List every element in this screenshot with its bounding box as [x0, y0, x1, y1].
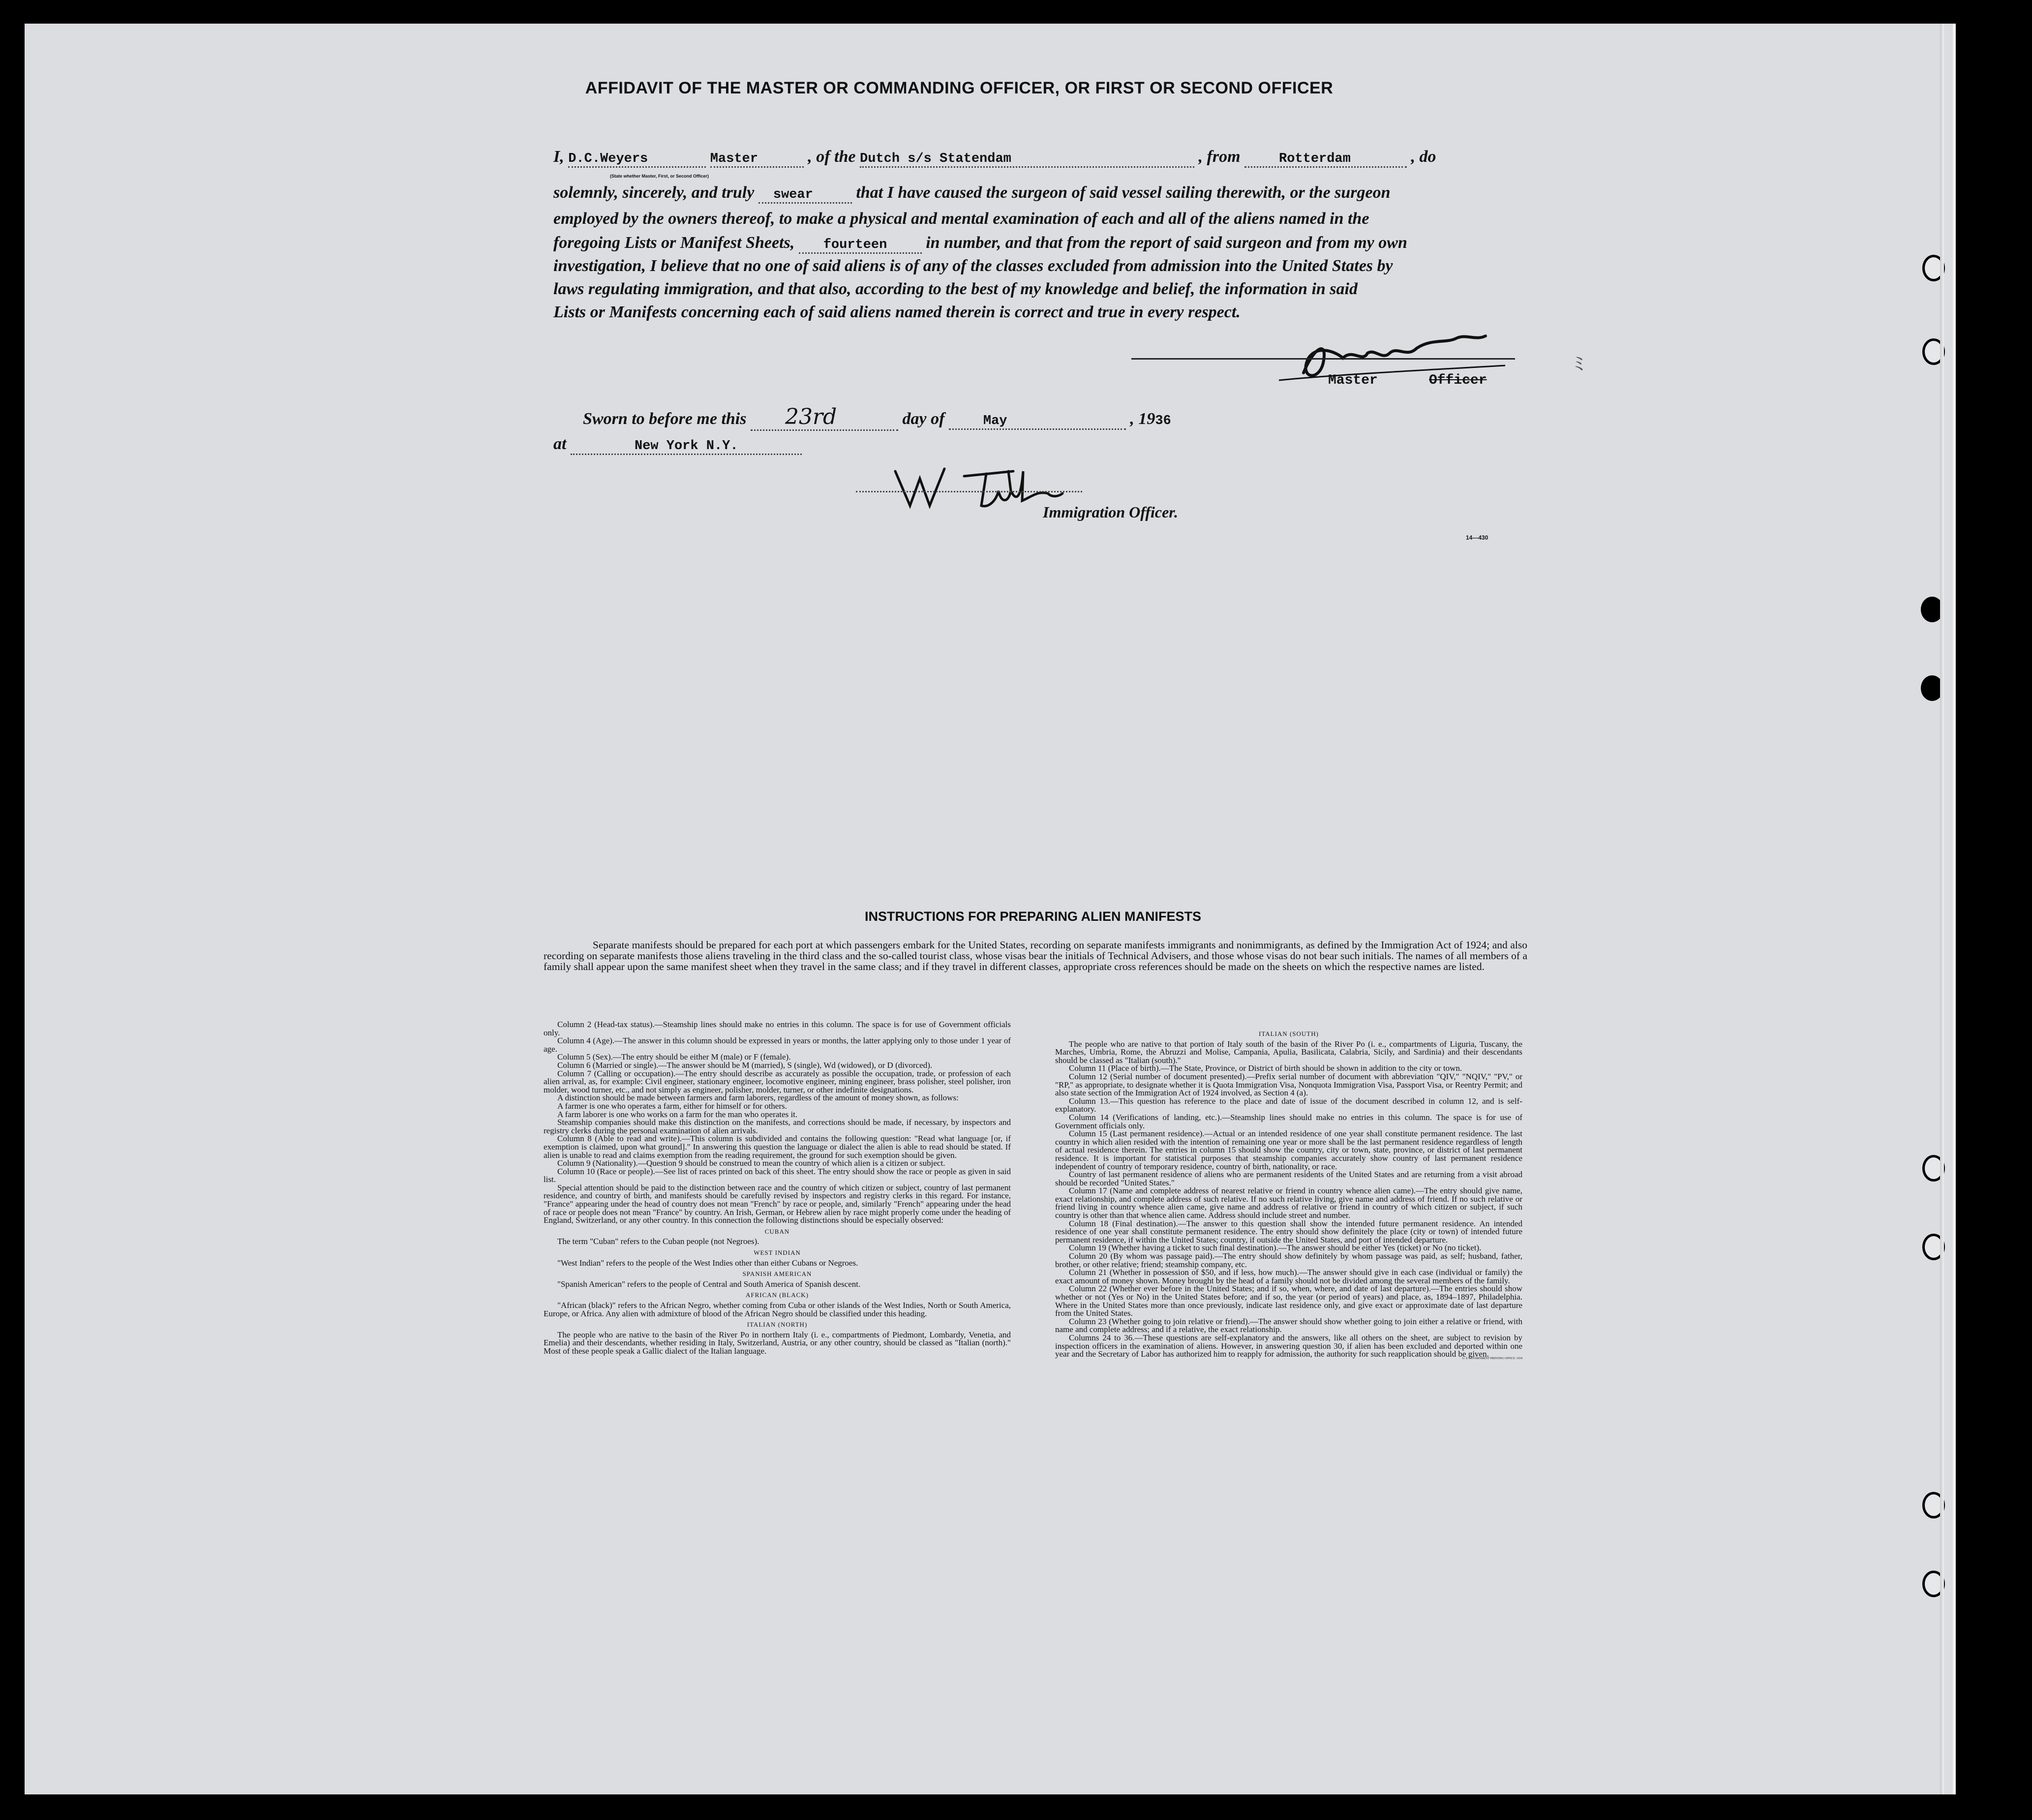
- paragraph: Column 15 (Last permanent residence).—Actual or an intended residence of one year shall constitute permanent residence. The last country in which alien resided with the intention of remaining one year or more shall be the last permanent residence regardless of length of actual residence therein. The entries in column 15 should show the country, city or town, state, province, or district of last permanent residence. It is important for statistical purposes that steamship companies accurately show country of last permanent residence independent of country of temporary residence, country of birth, nationality, or race.: [1055, 1129, 1522, 1171]
- margin-mark: ﾐ: [1574, 353, 1584, 375]
- paragraph: Column 13.—This question has reference to the place and date of issue of the document described in column 12, and is self-explanatory.: [1055, 1096, 1522, 1114]
- instructions-title: INSTRUCTIONS FOR PREPARING ALIEN MANIFESTS: [864, 909, 1202, 924]
- paragraph: A farm laborer is one who works on a farm for the man who operates it.: [557, 1109, 798, 1119]
- form-number: 14—430: [1466, 534, 1488, 541]
- instructions-right-column: [1055, 1027, 1522, 1363]
- sworn-place: New York N.Y.: [634, 439, 738, 454]
- paragraph: Column 20 (By whom was passage paid).—The entry should show definitely by whom passage was paid, as self; husband, father, brother, or other relative; friend; steamship company, etc.: [1055, 1251, 1522, 1269]
- affidavit-title: AFFIDAVIT OF THE MASTER OR COMMANDING OFFICER, OR FIRST OR SECOND OFFICER: [585, 79, 1334, 97]
- paragraph: Column 23 (Whether going to join relative or friend).—The answer should show whether going to join either a relative or friend, with name and complete address; and if a relative, the exact relationship.: [1055, 1316, 1522, 1335]
- instructions-intro: Separate manifests should be prepared for each port at which passengers embark for the United States, recording on separate manifests immigrants and nonimmigrants, as defined by the Immigration Act of 1924; and also recording on separate manifests those aliens traveling in the third class and the so-called tourist class, whose visas bear the initials of Technical Advisers, and those whose visas do not bear such initials. The names of all members of a family shall appear upon the same manifest sheet when they travel in the same class; and if they travel in different classes, appropriate cross references should be made on the sheets on which the respective names are listed.: [544, 939, 1527, 972]
- binder-hole: [1922, 1155, 1945, 1182]
- paragraph: The people who are native to the basin of the River Po in northern Italy (i. e., compartments of Piedmont, Lombardy, Venetia, and Emelia) and their descendants, whether residing in Italy, Switzerland, Austria, or any other country, should be classed as "Italian (north)." Most of these people speak a Gallic dialect of the Italian language.: [544, 1330, 1011, 1356]
- paragraph: Column 8 (Able to read and write).—This column is subdivided and contains the following question: "Read what language [or, if exemption is claimed, upon what ground]." In answering this question the language or dialect the alien is able to read should be stated. If alien is unable to read and claims exemption from the reading requirement, the ground for such exemption should be given.: [544, 1134, 1011, 1160]
- manifest-sheet: [25, 24, 1956, 1794]
- officer-signature-line: [856, 491, 1082, 492]
- binder-hole: [1922, 1571, 1945, 1597]
- paragraph: The term "Cuban" refers to the Cuban people (not Negroes).: [557, 1237, 759, 1246]
- paragraph: "Spanish American" refers to the people of Central and South America of Spanish descent.: [557, 1279, 861, 1289]
- affidavit-line-7: Lists or Manifests concerning each of said aliens named therein is correct and true in every respect.: [553, 303, 1241, 321]
- departure-port: Rotterdam: [1279, 152, 1351, 166]
- affidavit-line-6: laws regulating immigration, and that also, according to the best of my knowledge and belief, the information in said: [553, 280, 1358, 298]
- sworn-month: May: [983, 414, 1007, 428]
- paragraph: "West Indian" refers to the people of the West Indies other than either Cubans or Negroes.: [557, 1258, 858, 1268]
- affidavit-line-2: solemnly, sincerely, and truly swear that I have caused the surgeon of said vessel sailing therewith, or the surgeon: [553, 183, 1391, 204]
- paragraph: Column 7 (Calling or occupation).—The entry should describe as accurately as possible the occupation, trade, or profession of each alien arrival, as, for example: Civil engineer, stationary engineer, locomotive engineer, mining engineer, brass polisher, steel polisher, iron molder, wood turner, etc., and not simply as engineer, polisher, molder, turner, or other indefinite designations.: [544, 1068, 1011, 1094]
- struck-title: Officer: [1429, 373, 1487, 388]
- paragraph: Column 2 (Head-tax status).—Steamship lines should make no entries in this column. The space is for use of Government officials only.: [544, 1020, 1011, 1037]
- signature-line: [1131, 358, 1515, 360]
- paragraph: Column 4 (Age).—The answer in this column should be expressed in years or months, the latter applying only to those under 1 year of age.: [544, 1036, 1011, 1054]
- paragraph: Steamship companies should make this distinction on the manifests, and corrections should be made, if necessary, by inspectors and registry clerks during the personal examination of alien arrivals.: [544, 1118, 1011, 1135]
- paragraph: Column 5 (Sex).—The entry should be either M (male) or F (female).: [557, 1052, 791, 1062]
- oath-word: swear: [773, 187, 813, 202]
- section-heading: AFRICAN (BLACK): [745, 1291, 809, 1299]
- master-name: D.C.Weyers: [568, 152, 648, 166]
- paragraph: "African (black)" refers to the African Negro, whether coming from Cuba or other islands of the West Indies, North or South America, Europe, or Africa. Any alien with admixture of blood of the African Negro should be classified under this heading.: [544, 1301, 1011, 1318]
- sworn-at-line: at New York N.Y.: [553, 435, 802, 455]
- sworn-year: 36: [1155, 414, 1171, 428]
- paragraph: Columns 24 to 36.—These questions are self-explanatory and the answers, like all others on the sheet, are subject to revision by inspection officers in the examination of aliens. However, in answering question 30, if alien has been excluded and deported within one year and the Secretary of Labor has authorized him to reapply for admission, the authority for such reapplication should be given.: [1055, 1333, 1522, 1359]
- instructions-left-column: [544, 1021, 1011, 1356]
- section-heading: ITALIAN (SOUTH): [1259, 1030, 1319, 1037]
- paragraph: The people who are native to that portion of Italy south of the basin of the River Po (i. e., compartments of Liguria, Tuscany, the Marches, Umbria, Rome, the Abruzzi and Molise, Campania, Apulia, Basilicata, Calabria, Sicily, and Sardinia) and their descendants should be classed as "Italian (south).": [1055, 1039, 1522, 1065]
- paragraph: Column 17 (Name and complete address of nearest relative or friend in country whence alien came).—The entry should give name, exact relationship, and complete address of such relative. If no such relative living, give name and address of friend. If no such relative or friend living in country whence alien came, give name and address of relative or friend in country of which citizen or subject, if such country is other than that whence alien came. Address should include street and number.: [1055, 1186, 1522, 1220]
- sworn-line: Sworn to before me this 23rd day of May , 1936: [583, 404, 1171, 431]
- paragraph: Column 9 (Nationality).—Question 9 should be construed to mean the country of which alien is a citizen or subject.: [557, 1158, 945, 1168]
- paragraph: Column 21 (Whether in possession of $50, and if less, how much).—The answer should give in each case (individual or family) the exact amount of money shown. Money brought by the head of a family should not be divided among the several members of the family.: [1055, 1268, 1522, 1285]
- affidavit-line-1: I, D.C.Weyers Master , of the Dutch s/s Statendam , from Rotterdam , do: [553, 148, 1436, 168]
- paragraph: A farmer is one who operates a farm, either for himself or for others.: [557, 1101, 787, 1111]
- section-heading: CUBAN: [764, 1227, 790, 1235]
- section-heading: WEST INDIAN: [754, 1249, 801, 1257]
- paragraph: Column 22 (Whether ever before in the United States; and if so, when, where, and date of last departure).—The entries should show whether or not (Yes or No) in the United States before; and if so, the year (or period of years) and place, as, 1894–1897, Philadelphia. Where in the United States more than once previously, indicate last residence only, and give exact or approximate date of last departure from the United States.: [1055, 1284, 1522, 1318]
- master-title: Master: [1328, 373, 1378, 388]
- binder-hole: [1922, 255, 1945, 281]
- printing-office-note: U. S. GOVERNMENT PRINTING OFFICE: 1934: [1462, 1357, 1522, 1360]
- paragraph: Column 19 (Whether having a ticket to such final destination).—The answer should be either Yes (ticket) or No (no ticket).: [1069, 1243, 1482, 1253]
- paragraph: Special attention should be paid to the distinction between race and the country of which citizen or subject, country of last permanent residence, and country of birth, and manifests should be carefully revised by inspectors and registry clerks in this regard. For instance, "France" appearing under the head of country does not mean "French" by race or people, and, similarly "French" appearing under the head of race or people does not mean "France" by country. An Irish, German, or Hebrew alien by race might properly come under the heading of England, Switzerland, or any other country. In this connection the following distinctions should be especially observed:: [544, 1183, 1011, 1225]
- paragraph: A distinction should be made between farmers and farm laborers, regardless of the amount of money shown, as follows:: [557, 1093, 959, 1103]
- affidavit-line-4: foregoing Lists or Manifest Sheets, fourteen in number, and that from the report of said surgeon and from my own: [553, 234, 1407, 254]
- officer-title: Immigration Officer.: [1043, 503, 1178, 521]
- paragraph: Column 6 (Married or single).—The answer should be M (married), S (single), Wd (widowed), or D (divorced).: [557, 1060, 933, 1070]
- sheet-count: fourteen: [823, 238, 887, 252]
- affidavit-line-3: employed by the owners thereof, to make a physical and mental examination of each and all of the aliens named in the: [553, 210, 1369, 228]
- binder-hole: [1921, 675, 1943, 701]
- paragraph: Column 11 (Place of birth).—The State, Province, or District of birth should be shown in addition to the city or town.: [1069, 1063, 1462, 1073]
- binder-hole: [1922, 338, 1945, 365]
- rank-note: (State whether Master, First, or Second Officer): [610, 174, 709, 179]
- section-heading: ITALIAN (NORTH): [747, 1321, 808, 1329]
- paragraph: Column 14 (Verifications of landing, etc.).—Steamship lines should make no entries in this column. The space is for use of Government officials only.: [1055, 1112, 1522, 1130]
- affidavit-line-5: investigation, I believe that no one of said aliens is of any of the classes excluded from admission into the United States by: [553, 257, 1393, 275]
- officer-rank: Master: [710, 152, 758, 166]
- vessel-name: Dutch s/s Statendam: [860, 152, 1011, 166]
- binder-hole: [1922, 1492, 1945, 1518]
- paragraph: Country of last permanent residence of aliens who are permanent residents of the United States and are returning from a visit abroad should be recorded "United States.": [1055, 1170, 1522, 1187]
- paragraph: Column 10 (Race or people).—See list of races printed on back of this sheet. The entry should show the race or people as given in said list.: [544, 1166, 1011, 1184]
- binder-hole: [1921, 597, 1943, 622]
- paragraph: Column 12 (Serial number of document presented).—Prefix serial number of document with abbreviation "QIV," "NQIV," "PV," or "RP," as appropriate, to designate whether it is Quota Immigration Visa, Nonquota Immigration Visa, Passport Visa, or Reentry Permit; and also state section of the Immigration Act of 1924 involved, as Section 4 (a).: [1055, 1071, 1522, 1098]
- sworn-day: 23rd: [785, 404, 837, 429]
- paragraph: Column 18 (Final destination).—The answer to this question shall show the intended future permanent residence. An intended residence of one year shall constitute permanent residence. The entry should show definitely the place (city or town) of intended future permanent residence, if within the United States; country, if outside the United States, and port of intended departure.: [1055, 1218, 1522, 1244]
- binder-hole: [1922, 1234, 1945, 1260]
- section-heading: SPANISH AMERICAN: [742, 1270, 812, 1278]
